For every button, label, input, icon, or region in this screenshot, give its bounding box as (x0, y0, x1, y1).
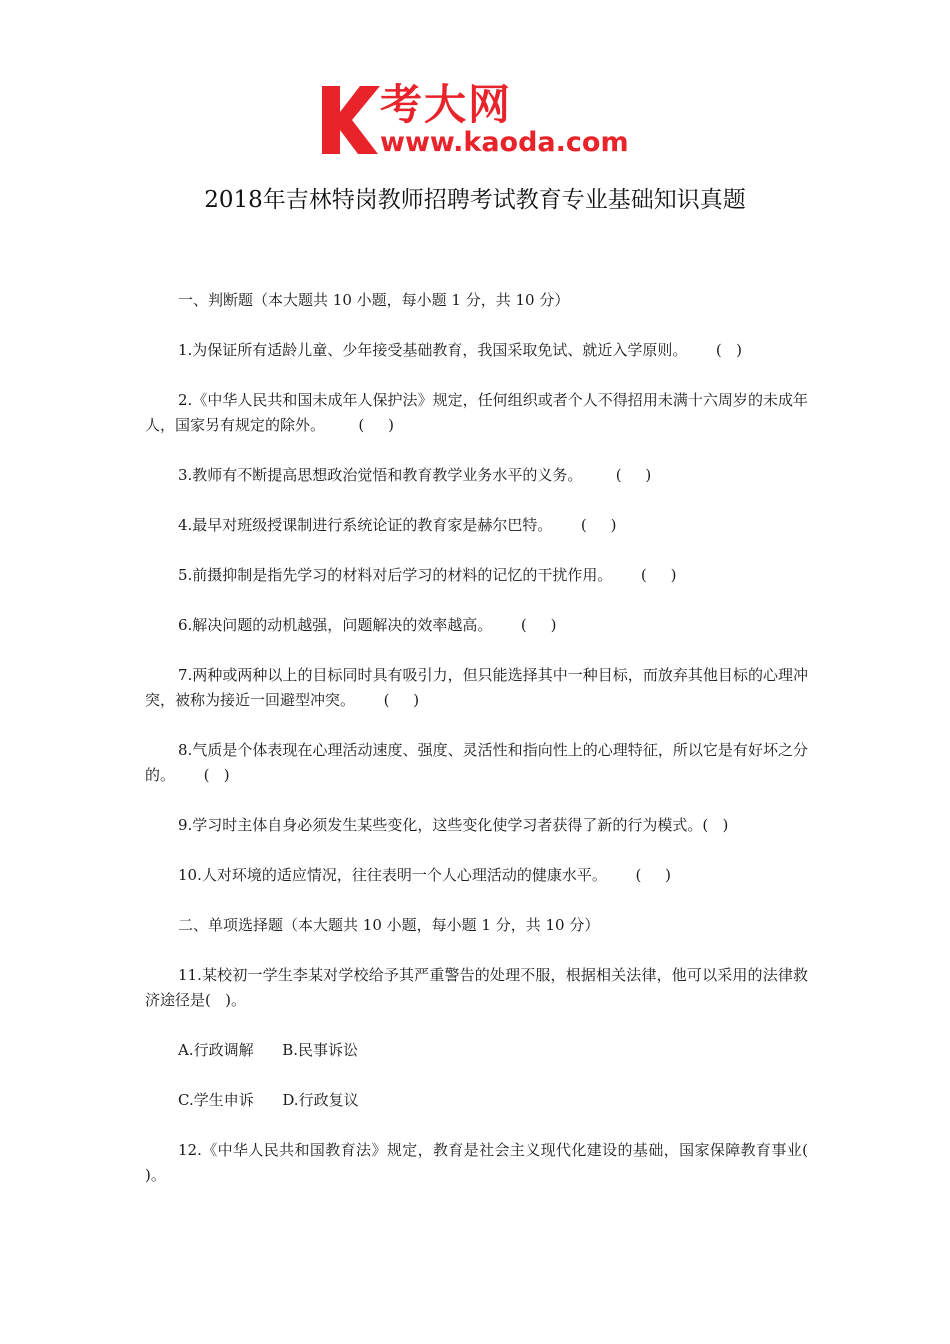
document-body (145, 288, 823, 1213)
k-letter-icon (318, 82, 382, 158)
question-item: 5.前摄抑制是指先学习的材料对后学习的材料的记忆的干扰作用。 ( ) (178, 566, 677, 584)
question-item: 9.学习时主体自身必须发生某些变化，这些变化使学习者获得了新的行为模式。( ) (178, 816, 729, 834)
question-item: 10.人对环境的适应情况，往往表明一个人心理活动的健康水平。 ( ) (178, 866, 672, 884)
question-item: 2.《中华人民共和国未成年人保护法》规定，任何组织或者个人不得招用未满十六周岁的未成年人，国家另有规定的除外。 ( ) (145, 391, 808, 434)
logo-url-text: www.kaoda.com (380, 127, 629, 158)
answer-options: A.行政调解 B.民事诉讼 (178, 1041, 359, 1059)
question-item: 3.教师有不断提高思想政治觉悟和教育教学业务水平的义务。 ( ) (178, 466, 652, 484)
logo-brand-text: 考大网 (380, 80, 513, 129)
question-item: 7.两种或两种以上的目标同时具有吸引力，但只能选择其中一种目标，而放弃其他目标的心理冲突，被称为接近一回避型冲突。 ( ) (145, 666, 808, 709)
question-item: 11.某校初一学生李某对学校给予其严重警告的处理不服，根据相关法律，他可以采用的法律救济途径是( )。 (145, 966, 808, 1009)
answer-options: C.学生申诉 D.行政复议 (178, 1091, 359, 1109)
question-item: 1.为保证所有适龄儿童、少年接受基础教育，我国采取免试、就近入学原则。 ( ) (178, 341, 742, 359)
kaoda-logo[interactable] (318, 82, 638, 162)
question-item: 12.《中华人民共和国教育法》规定，教育是社会主义现代化建设的基础，国家保障教育事业( )。 (145, 1141, 823, 1184)
section-heading: 一、判断题（本大题共 10 小题，每小题 1 分，共 10 分） (178, 291, 570, 309)
question-item: 4.最早对班级授课制进行系统论证的教育家是赫尔巴特。 ( ) (178, 516, 617, 534)
question-item: 6.解决问题的动机越强，问题解决的效率越高。 ( ) (178, 616, 557, 634)
section-heading: 二、单项选择题（本大题共 10 小题，每小题 1 分，共 10 分） (178, 916, 600, 934)
question-item: 8.气质是个体表现在心理活动速度、强度、灵活性和指向性上的心理特征，所以它是有好坏之分的。 ( ) (145, 741, 808, 784)
document-title: 2018年吉林特岗教师招聘考试教育专业基础知识真题 (204, 187, 746, 213)
